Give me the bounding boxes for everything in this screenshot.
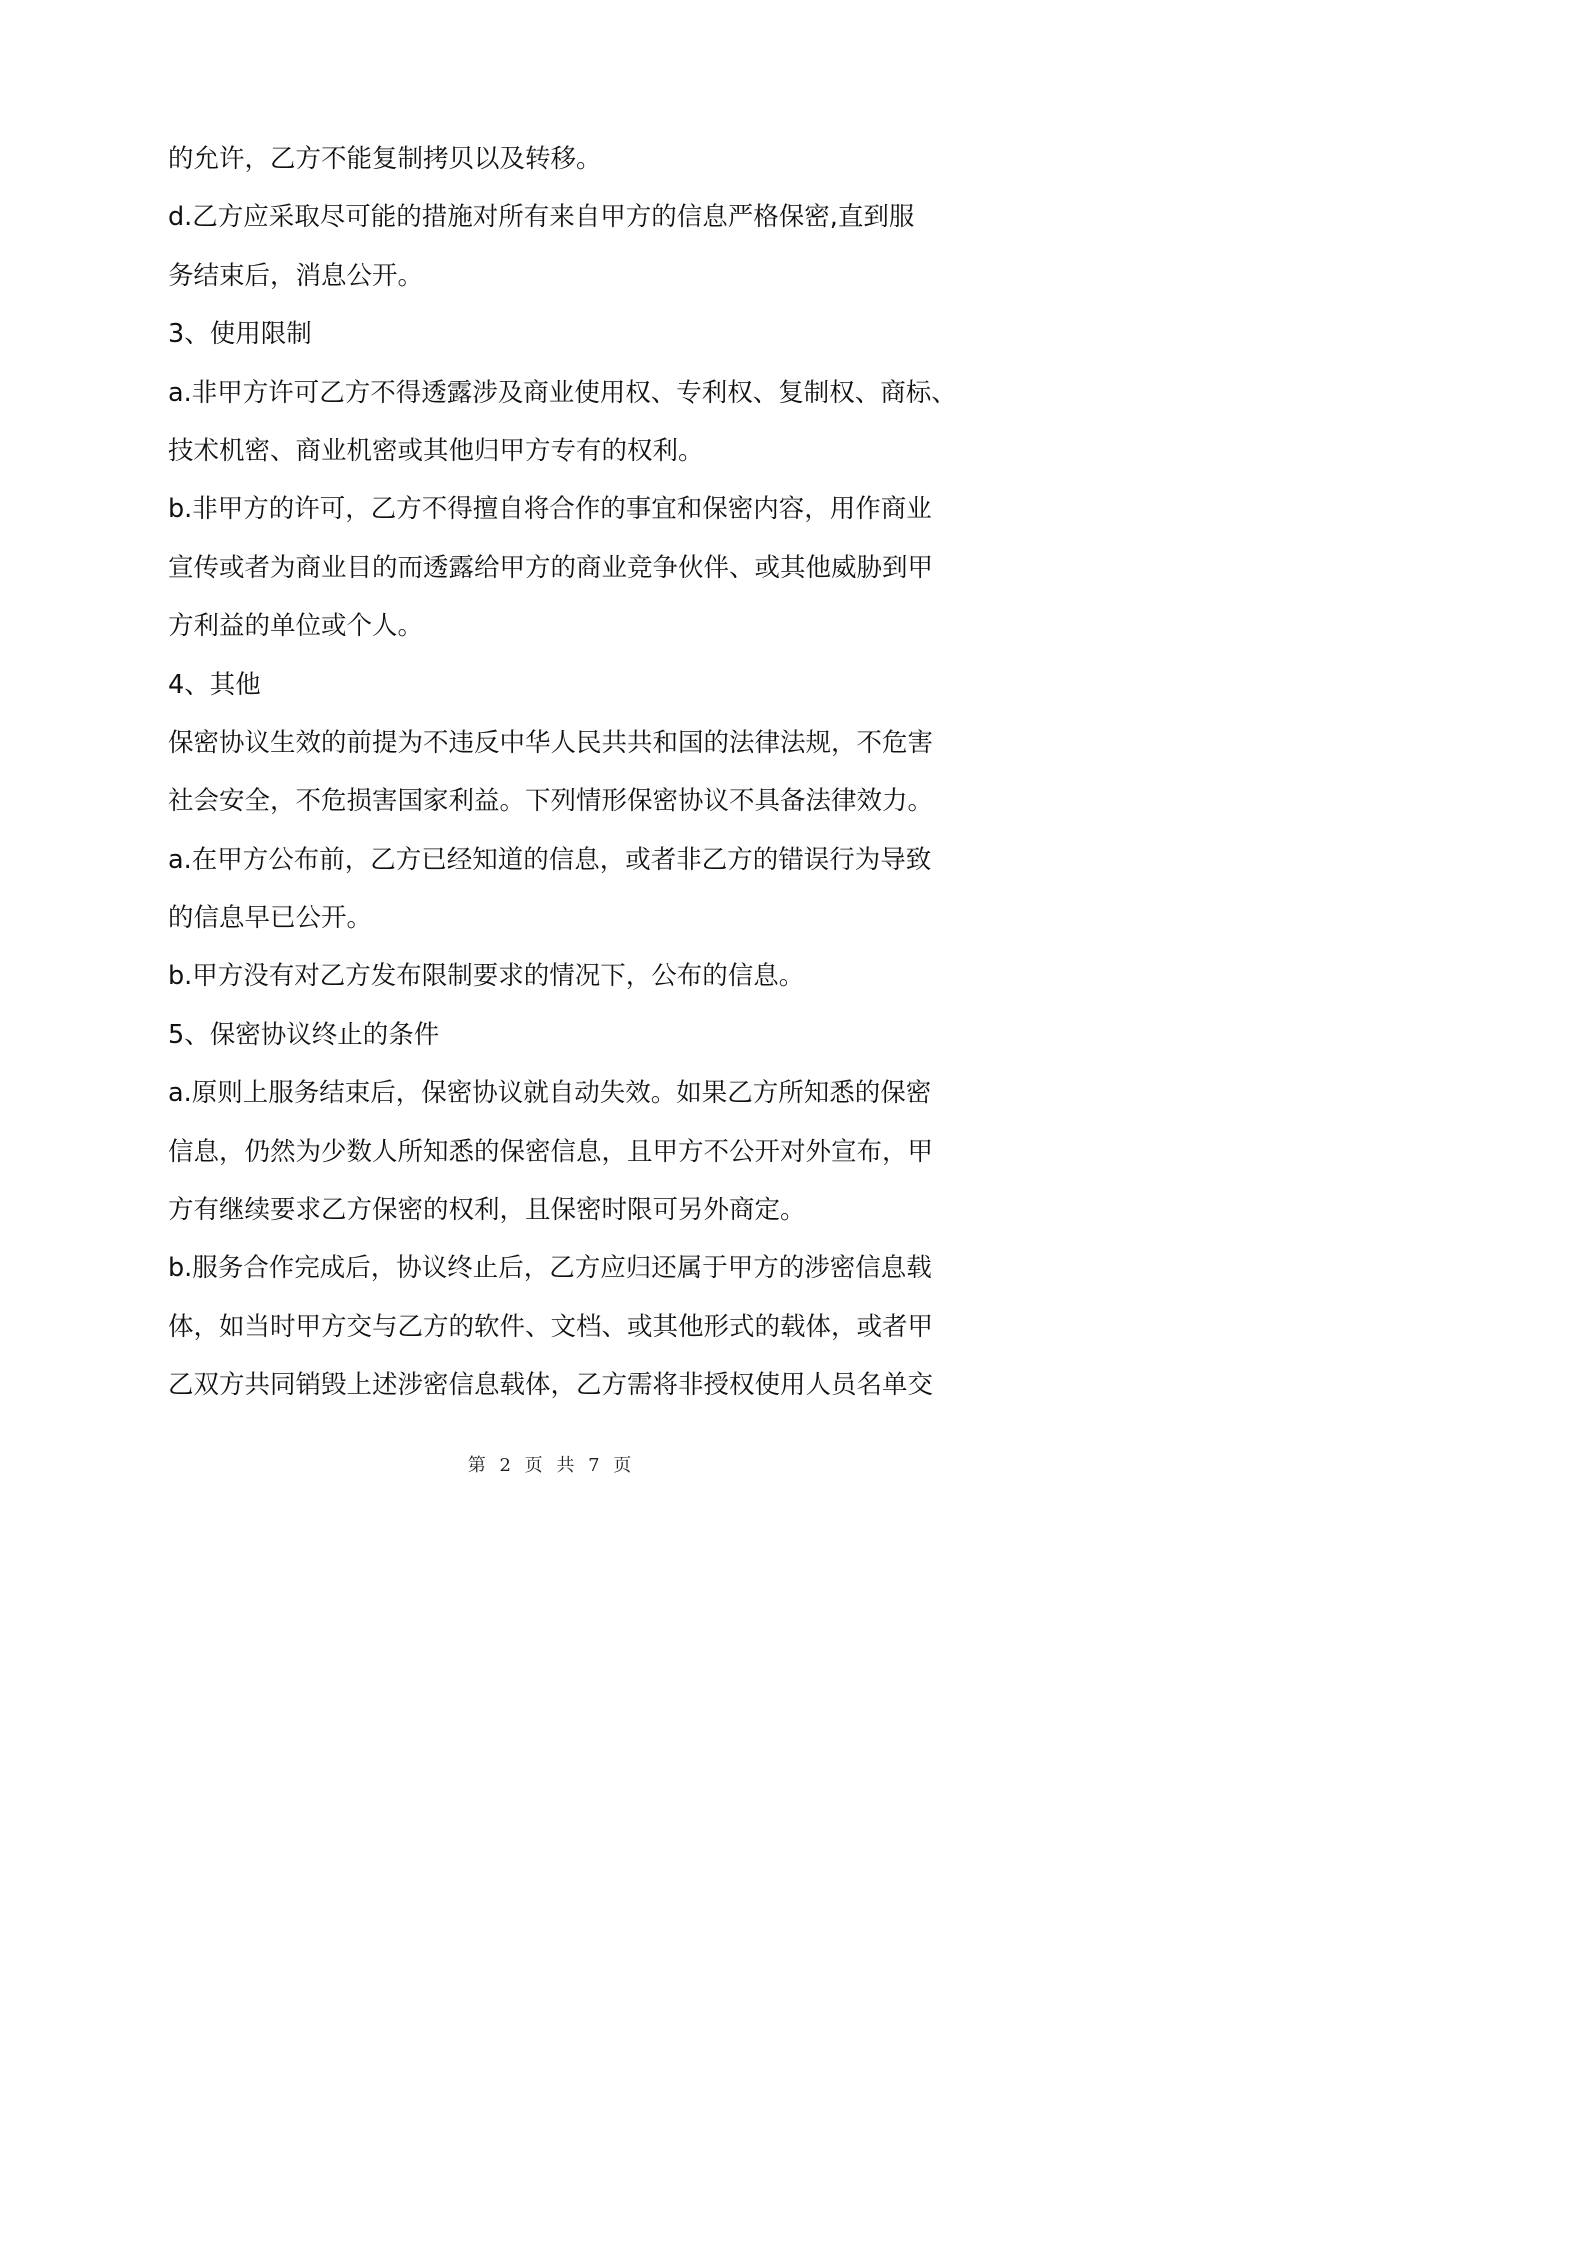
text-line: 技术机密、商业机密或其他归甲方专有的权利。 bbox=[168, 435, 704, 466]
text-line: 方有继续要求乙方保密的权利，且保密时限可另外商定。 bbox=[168, 1195, 806, 1226]
text-line: 体，如当时甲方交与乙方的软件、文档、或其他形式的载体，或者甲 bbox=[168, 1311, 934, 1342]
document-page bbox=[0, 0, 1103, 1560]
section-heading: 3、使用限制 bbox=[168, 319, 312, 350]
section-heading: 5、保密协议终止的条件 bbox=[168, 1019, 440, 1050]
text-line: 的信息早已公开。 bbox=[168, 903, 373, 934]
text-line: b.甲方没有对乙方发布限制要求的情况下，公布的信息。 bbox=[168, 961, 805, 992]
text-line: 务结束后，消息公开。 bbox=[168, 260, 424, 291]
text-line: a.非甲方许可乙方不得透露涉及商业使用权、专利权、复制权、商标、 bbox=[168, 377, 957, 408]
section-heading: 4、其他 bbox=[168, 669, 261, 700]
text-line: 保密协议生效的前提为不违反中华人民共共和国的法律法规，不危害 bbox=[168, 727, 934, 758]
text-line: d.乙方应采取尽可能的措施对所有来自甲方的信息严格保密,直到服 bbox=[168, 202, 915, 233]
text-line: b.服务合作完成后，协议终止后，乙方应归还属于甲方的涉密信息载 bbox=[168, 1253, 932, 1284]
text-line: 社会安全，不危损害国家利益。下列情形保密协议不具备法律效力。 bbox=[168, 786, 934, 817]
text-line: b.非甲方的许可，乙方不得擅自将合作的事宜和保密内容，用作商业 bbox=[168, 494, 932, 525]
text-line: a.在甲方公布前，乙方已经知道的信息，或者非乙方的错误行为导致 bbox=[168, 844, 932, 875]
page-number-footer: 第 2 页 共 7 页 bbox=[467, 1455, 636, 1476]
text-line: 宣传或者为商业目的而透露给甲方的商业竞争伙伴、或其他威胁到甲 bbox=[168, 552, 934, 583]
text-line: a.原则上服务结束后，保密协议就自动失效。如果乙方所知悉的保密 bbox=[168, 1078, 932, 1109]
text-line: 信息，仍然为少数人所知悉的保密信息，且甲方不公开对外宣布，甲 bbox=[168, 1136, 934, 1167]
text-line: 方利益的单位或个人。 bbox=[168, 611, 424, 642]
document-body bbox=[168, 130, 957, 1415]
text-line: 的允许，乙方不能复制拷贝以及转移。 bbox=[168, 144, 602, 174]
text-line: 乙双方共同销毁上述涉密信息载体，乙方需将非授权使用人员名单交 bbox=[168, 1370, 934, 1401]
